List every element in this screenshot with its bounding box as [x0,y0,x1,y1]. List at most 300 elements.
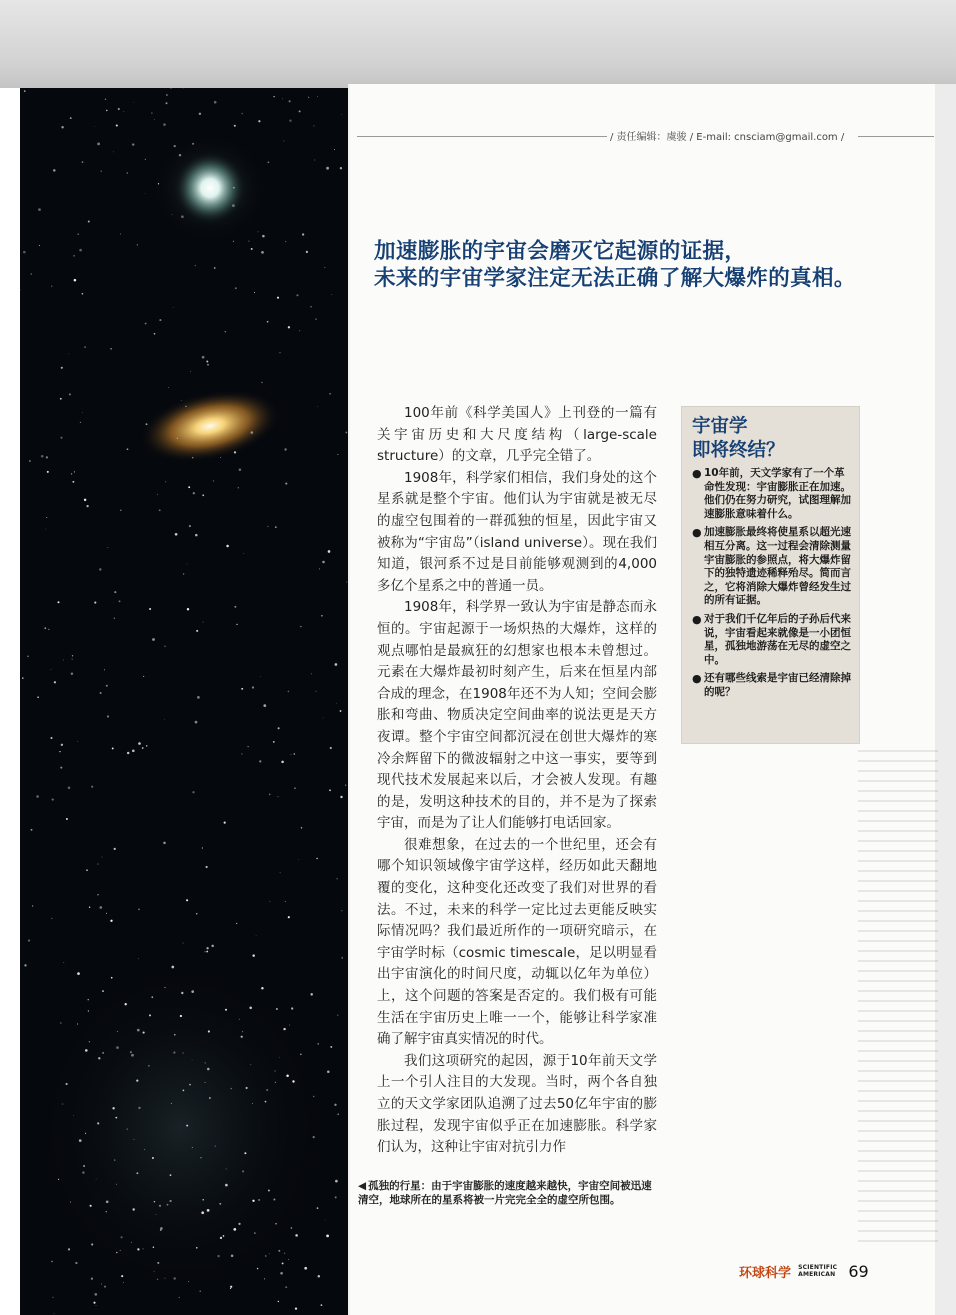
star-dot [170,88,171,89]
star-dot [300,626,302,628]
star-dot [53,169,56,172]
star-dot [340,796,342,798]
star-dot [116,1046,119,1049]
star-dot [196,1247,198,1249]
star-dot [174,1034,176,1036]
star-dot [315,318,316,319]
star-dot [277,796,278,797]
star-dot [267,321,269,323]
star-dot [181,400,182,401]
key-concept-text: 对于我们千亿年后的子孙后代来说，宇宙看起来就像是一小团恒星，孤独地游荡在无尽的虚空之中。 [704,612,851,666]
scan-top-shadow [0,0,956,88]
star-dot [85,1049,88,1052]
star-dot [251,248,253,250]
star-dot [173,1052,175,1054]
star-dot [294,753,295,754]
star-dot [215,1145,216,1146]
star-dot [282,99,283,100]
star-dot [188,1281,189,1282]
key-concepts-box [681,406,860,744]
star-dot [58,1179,59,1180]
star-dot [154,119,155,120]
star-dot [298,859,299,860]
star-dot [154,333,156,335]
star-dot [239,468,242,471]
star-dot [23,251,26,254]
star-dot [236,624,237,625]
star-dot [288,1259,289,1260]
star-dot [243,553,244,554]
star-dot [93,1302,95,1304]
key-concept-item [692,672,855,699]
star-dot [172,214,173,215]
star-dot [60,1022,61,1023]
star-dot [45,529,46,530]
star-dot [84,499,86,501]
star-dot [51,285,52,286]
star-dot [192,143,194,145]
star-dot [275,1223,277,1225]
key-concept-item [692,467,855,521]
star-dot [73,1115,74,1116]
star-dot [225,331,226,332]
star-dot [72,481,74,483]
star-dot [62,1103,63,1104]
star-dot [280,1272,283,1275]
star-dot [110,920,112,922]
star-dot [166,94,168,96]
star-dot [257,1268,259,1270]
star-dot [134,1139,135,1140]
page-footer [739,1261,869,1281]
star-dot [115,1117,117,1119]
star-dot [164,646,165,647]
page-edge [935,84,956,1315]
star-dot [285,1286,287,1288]
star-dot [160,1227,163,1230]
star-dot [160,1229,162,1231]
star-dot [38,208,41,211]
star-dot [323,718,324,719]
star-dot [152,1157,154,1159]
star-dot [99,906,102,909]
star-dot [165,987,166,988]
star-dot [85,1133,86,1134]
star-dot [233,187,235,189]
star-dot [206,951,208,953]
star-dot [84,346,86,348]
space-photo [20,88,355,1315]
star-dot [163,842,166,845]
star-dot [165,482,166,483]
star-dot [252,954,255,957]
star-dot [254,1232,256,1234]
magazine-name: 环球科学 [739,1266,792,1281]
star-dot [120,233,121,234]
star-dot [131,1054,134,1057]
star-dot [170,1200,172,1202]
star-dot [191,990,194,993]
star-dot [171,1103,172,1104]
star-dot [241,113,243,115]
star-dot [206,360,208,362]
star-dot [241,1036,243,1038]
star-dot [28,939,30,941]
star-dot [57,601,59,603]
star-dot [196,913,198,915]
star-dot [188,486,190,488]
header-rule-left [357,136,607,137]
star-dot [324,267,325,268]
star-dot [329,393,331,395]
star-dot [291,754,292,755]
star-dot [127,172,128,173]
star-dot [151,996,153,998]
star-dot [289,120,291,122]
star-dot [217,1255,219,1257]
star-dot [231,1255,234,1258]
star-dot [276,1008,278,1010]
star-dot [193,492,195,494]
star-dot [72,659,73,660]
star-dot [336,703,337,704]
bleed-through-column [858,750,938,1250]
star-dot [341,910,342,911]
star-dot [132,749,135,752]
star-dot [116,1184,117,1185]
star-dot [256,935,257,936]
star-dot [136,1080,138,1082]
star-dot [325,1220,326,1221]
star-dot [60,437,62,439]
star-dot [137,1248,139,1250]
star-dot [281,761,284,764]
star-dot [167,1204,169,1206]
star-dot [105,98,107,100]
star-dot [252,1103,253,1104]
star-dot [60,767,62,769]
star-dot [189,525,191,527]
star-dot [258,232,259,233]
star-dot [149,1014,151,1016]
star-dot [261,987,263,989]
star-dot [195,534,198,537]
key-concepts-title-line-1: 宇宙学 [692,416,748,437]
star-dot [32,905,33,906]
star-dot [142,747,144,749]
star-dot [291,1007,293,1009]
star-dot [207,1209,210,1212]
star-dot [299,110,301,112]
star-dot [116,1252,118,1254]
star-dot [230,1286,232,1288]
star-dot [107,715,109,717]
star-dot [331,294,332,295]
star-dot [88,999,89,1000]
star-dot [220,457,221,458]
star-dot [319,568,320,569]
star-dot [114,848,116,850]
deck-line-1: 加速膨胀的宇宙会磨灭它起源的证据， [374,239,747,264]
star-dot [246,1087,248,1089]
star-dot [69,393,71,395]
star-dot [336,878,337,879]
star-dot [340,710,342,712]
star-dot [112,1107,114,1109]
star-dot [220,1237,222,1239]
star-dot [273,741,275,743]
star-dot [185,406,186,407]
star-dot [285,901,286,902]
star-dot [275,1070,276,1071]
star-dot [20,290,21,291]
star-dot [106,1211,107,1212]
star-dot [77,972,80,975]
star-dot [149,608,151,610]
star-dot [46,456,48,458]
star-dot [183,88,184,89]
star-dot [24,964,26,966]
star-dot [186,899,188,901]
star-dot [111,977,113,979]
star-dot [316,691,317,692]
star-dot [74,471,75,472]
star-dot [192,457,194,459]
star-dot [269,794,271,796]
star-dot [52,799,54,801]
star-dot [207,1068,210,1071]
star-dot [143,1032,145,1034]
star-dot [144,1149,145,1150]
star-dot [157,1262,159,1264]
bullet-icon: ● [692,526,702,540]
star-dot [123,111,124,112]
star-dot [289,100,291,102]
star-dot [335,663,338,666]
star-dot [330,747,332,749]
paragraph-2: 1908年，科学家们相信，我们身处的这个星系就是整个宇宙。他们认为宇宙就是被无尽的虚空包围着的一群孤独的恒星，因此宇宙又被称为“宇宙岛”（island universe）。现在我们知道，银河系不过是目前能够观测到的4,000多亿个星系之中的普通一员。 [377,469,657,594]
star-dot [200,1291,201,1292]
star-dot [91,1243,93,1245]
star-dot [334,149,335,150]
key-concepts-title-line-2: 即将终结？ [692,440,785,461]
star-dot [267,161,269,163]
star-dot [73,255,75,257]
star-dot [337,454,338,455]
star-dot [242,1031,243,1032]
star-dot [283,141,284,142]
star-dot [251,431,254,434]
star-dot [154,1201,155,1202]
page-number: 69 [848,1262,869,1281]
star-dot [71,473,72,474]
star-dot [53,1297,54,1298]
star-dot [183,943,184,944]
key-concept-text: 加速膨胀最终将使星系以超光速相互分离。这一过程会清除测量宇宙膨胀的参照点，将大爆炸留下的独特遗迹稀释殆尽。简而言之，它将消除大爆炸曾经发生过的所有证据。 [704,526,851,607]
star-dot [225,1009,227,1011]
photo-caption [358,1180,658,1207]
star-dot [189,1084,191,1086]
star-dot [269,901,270,902]
star-dot [107,547,108,548]
star-dot [302,233,304,235]
star-dot [306,251,308,253]
key-concept-text: 还有哪些线索是宇宙已经清除掉的呢？ [704,672,851,698]
star-dot [151,113,152,114]
star-dot [174,145,176,147]
star-dot [326,1235,329,1238]
star-dot [190,371,191,372]
star-dot [204,951,205,952]
star-dot [313,125,314,126]
paragraph-3: 1908年，科学界一致认为宇宙是静态而永恒的。宇宙起源于一场炽热的大爆炸，这样的观点哪怕是最疯狂的幻想家也根本未曾想过。元素在大爆炸最初时刻产生，后来在恒星内部合成的理念，在1908年还不为人知；空间会膨胀和弯曲、物质决定空间曲率的说法更是天方夜谭。整个宇宙空间都沉浸在创世大爆炸的寒冷余辉留下的微波辐射之中这一事实，要等到现代技术发展起来以后，才会被人发现。有趣的是，发明这种技术的目的，并不是为了探索宇宙，而是为了让人们能够打电话回家。 [377,599,657,832]
star-dot [346,581,347,582]
star-dot [279,1057,280,1058]
star-dot [102,857,103,858]
star-dot [230,1288,231,1289]
star-dot [232,204,235,207]
star-dot [202,1199,204,1201]
star-dot [234,125,236,127]
star-dot [179,154,181,156]
star-dot [345,785,346,786]
star-dot [268,1190,270,1192]
star-dot [72,655,73,656]
scientific-american-logo [798,1265,837,1278]
star-dot [345,431,347,433]
star-dot [196,630,198,632]
star-dot [114,591,116,593]
caption-arrow-icon: ◀ [358,1180,367,1192]
star-dot [249,1006,252,1009]
star-dot [106,913,107,914]
star-dot [22,677,23,678]
caption-text: 孤独的行星：由于宇宙膨胀的速度越来越快，宇宙空间被迅速清空，地球所在的星系将被一片完完全全的虚空所包围。 [358,1180,652,1206]
star-dot [317,1207,319,1209]
star-dot [214,267,216,269]
star-dot [123,1282,124,1283]
star-dot [137,244,138,245]
star-dot [132,143,134,145]
star-dot [158,183,159,184]
key-concepts-title [692,415,785,463]
star-dot [157,1279,158,1280]
star-dot [337,1113,339,1115]
star-dot [179,1297,180,1298]
star-dot [164,1278,165,1279]
star-dot [250,1064,251,1065]
star-dot [132,1208,134,1210]
star-dot [159,319,161,321]
star-dot [106,1200,109,1203]
star-dot [86,505,88,507]
star-dot [261,251,264,254]
star-dot [203,622,204,623]
star-dot [199,113,201,115]
star-dot [175,533,178,536]
star-dot [46,517,47,518]
star-dot [74,279,77,282]
star-dot [94,1293,97,1296]
star-dot [114,1159,115,1160]
star-dot [86,869,88,871]
star-dot [205,1062,206,1063]
star-dot [106,110,108,112]
star-dot [260,676,261,677]
star-dot [258,1199,259,1200]
star-dot [79,249,82,252]
star-dot [300,1054,301,1055]
star-dot [82,161,84,163]
star-dot [214,101,217,104]
star-dot [334,1104,336,1106]
star-dot [258,120,260,122]
star-dot [248,241,249,242]
star-dot [77,233,79,235]
star-dot [118,108,120,110]
star-dot [168,387,169,388]
star-dot [77,1024,78,1025]
star-dot [177,438,178,439]
star-dot [121,1275,123,1277]
star-dot [192,1060,193,1061]
star-dot [262,235,265,238]
star-dot [70,1202,71,1203]
star-dot [213,480,214,481]
star-dot [285,483,287,485]
star-dot [66,1083,68,1085]
star-dot [322,561,325,564]
star-dot [71,672,73,674]
star-dot [79,1139,82,1142]
star-dot [326,167,329,170]
star-dot [314,160,315,161]
star-dot [88,1010,89,1011]
star-dot [273,96,274,97]
star-dot [44,627,46,629]
star-dot [299,330,300,331]
star-dot [244,1152,246,1154]
star-dot [54,681,56,683]
star-dot [102,990,104,992]
star-dot [63,660,64,661]
star-dot [120,510,121,511]
star-dot [200,1157,201,1158]
star-dot [223,1235,225,1237]
star-dot [27,655,29,657]
star-dot [125,1003,127,1005]
key-concept-item [692,526,855,608]
star-dot [90,1205,92,1207]
star-dot [313,1096,314,1097]
star-dot [63,962,64,963]
star-dot [106,685,108,687]
star-dot [152,638,155,641]
star-dot [183,1052,184,1053]
star-dot [120,1250,121,1251]
star-dot [291,1227,293,1229]
star-dot [96,1305,97,1306]
star-dot [145,193,146,194]
star-dot [138,908,140,910]
star-dot [138,958,139,959]
star-dot [117,1031,118,1032]
star-dot [224,822,226,824]
star-dot [159,1205,161,1207]
article-body [377,403,657,1159]
star-dot [259,760,261,762]
star-dot [340,167,342,169]
